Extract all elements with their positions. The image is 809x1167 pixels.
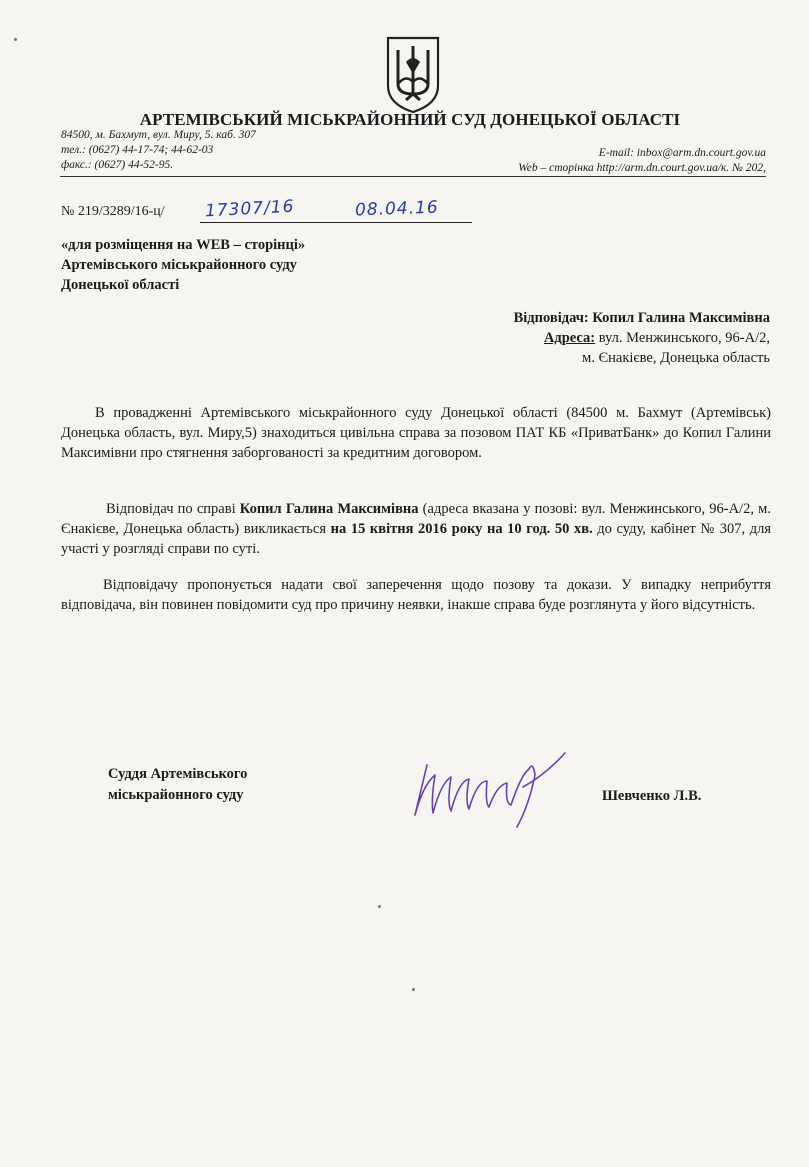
court-contacts-right [460,146,766,176]
handwritten-date: 08.04.16 [354,197,440,221]
scan-speck [378,905,381,908]
respondent-address-line [420,328,770,348]
web-notice-line2: Артемівського міськрайонного суду [61,257,297,273]
body-paragraph-3: Відповідачу пропонується надати свої заперечення щодо позову та докази. У випадку неприбуття відповідача, він повинен повідомити суд про причину неявки, інакше справа буде розглянута у його відсутність. [61,577,771,613]
respondent-address-label: Адреса: [543,330,596,346]
header-divider [60,176,766,177]
respondent-block [420,308,770,368]
p2-respondent-name: Копил Галина Максимівна [239,501,419,517]
judge-title [108,764,247,806]
trident-emblem-icon [384,34,442,114]
respondent-line [420,308,770,328]
p2-hearing-datetime: на 15 квітня 2016 року на 10 год. 50 хв. [330,521,593,537]
scan-speck [412,988,415,991]
body-paragraph-2 [61,499,771,559]
web-notice [61,235,305,295]
court-fax: факс.: (0627) 44-52-95. [61,159,174,171]
handwritten-signature [405,745,575,835]
respondent-address-2: м. Єнакієве, Донецька область [582,350,770,366]
judge-name: Шевченко Л.В. [602,788,702,804]
p2-middle: (адреса вказана у позові: вул. Менжинського, 96-А/2, м. Єнакієве, Донецька область) викликається [61,501,771,537]
court-contacts-left [61,128,256,173]
p2-end: до суду, кабінет № 307, для участі у розгляді справи по суті. [61,521,771,557]
court-website: Web – сторінка http://arm.dn.court.gov.ua/к. № 202, [518,162,766,174]
web-notice-line1: «для розміщення на WEB – сторінці» [61,237,306,253]
body-paragraph-1: В провадженні Артемівського міськрайонного суду Донецької області (84500 м. Бахмут (Артемівськ) Донецька область, вул. Миру,5) знаходиться цивільна справа за позовом ПАТ КБ «ПриватБанк» до Копил Галини Максимівни про стягнення заборгованості за кредитним договором. [61,405,771,461]
court-address: 84500, м. Бахмут, вул. Миру, 5. каб. 307 [61,129,256,141]
judge-title-line1: Суддя Артемівського [108,766,248,782]
handwritten-outgoing-number: 17307/16 [204,196,295,222]
court-name: АРТЕМІВСЬКИЙ МІСЬКРАЙОННИЙ СУД ДОНЕЦЬКОЇ ОБЛАСТІ [139,110,681,129]
p2-start: Відповідач по справі [106,501,240,517]
registration-number: № 219/3289/16-ц/ [61,204,165,219]
judge-title-line2: міськрайонного суду [108,787,244,803]
scan-speck [14,38,17,41]
respondent-name: Копил Галина Максимівна [592,310,770,326]
web-notice-line3: Донецької області [61,277,180,293]
respondent-address-1: вул. Менжинського, 96-А/2, [598,330,770,346]
court-email: E-mail: inbox@arm.dn.court.gov.ua [598,147,766,159]
respondent-label: Відповідач: [513,310,589,326]
court-phone: тел.: (0627) 44-17-74; 44-62-03 [61,144,214,156]
registration-underline [200,222,472,223]
